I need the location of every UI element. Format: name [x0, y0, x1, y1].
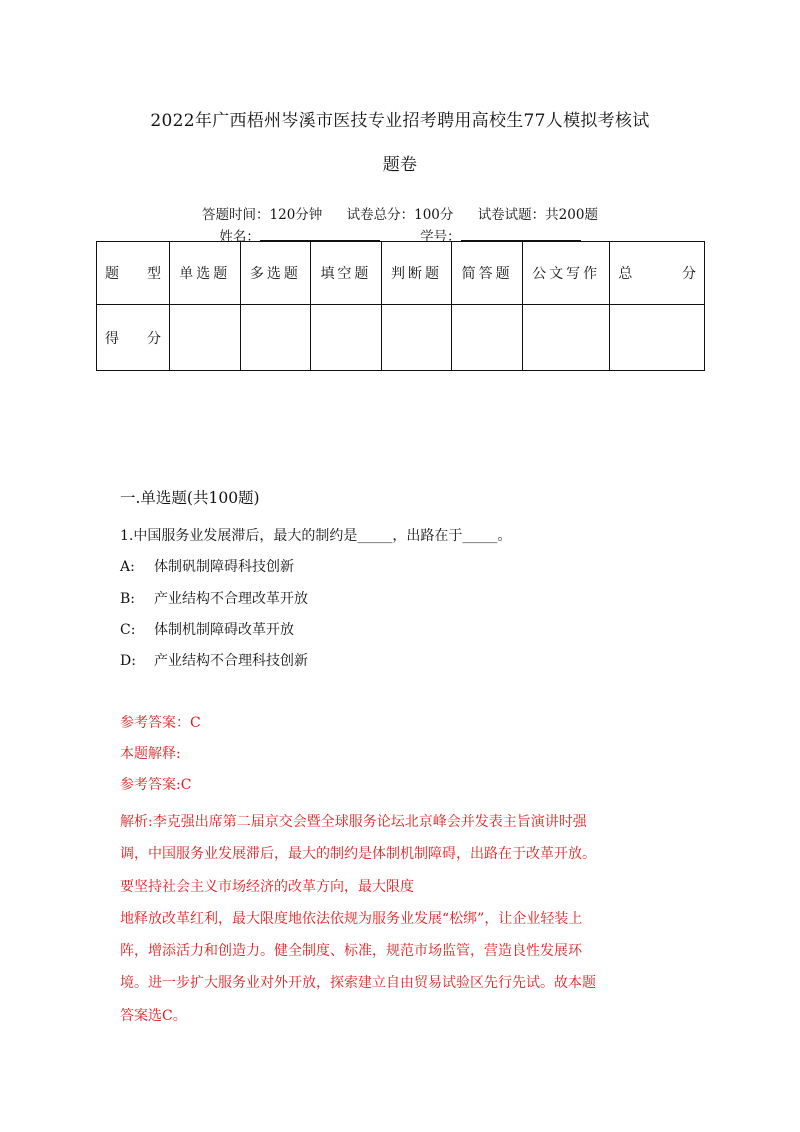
explanation-line: 地释放改革红利，最大限度地依法依规为服务业发展“松绑”，让企业轻装上: [120, 910, 583, 927]
option-d[interactable]: [120, 651, 308, 671]
option-letter: B:: [120, 591, 136, 607]
col-document-writing: 公文写作: [522, 242, 609, 305]
score-table: [96, 241, 705, 371]
explanation-text: [120, 806, 690, 1032]
option-letter: D:: [120, 653, 136, 669]
col-true-false: 判断题: [381, 242, 452, 305]
score-table-score-row: [97, 305, 705, 371]
score-cell-multiple-choice[interactable]: [240, 305, 311, 371]
name-blank[interactable]: [260, 228, 380, 241]
col-total: 总 分: [610, 242, 705, 305]
id-blank[interactable]: [461, 228, 581, 241]
total-score: 试卷总分：100分: [346, 207, 454, 223]
explanation-line: 阵，增添活力和创造力。健全制度、标准，规范市场监管，营造良性发展环: [120, 943, 582, 960]
exam-time: 答题时间：120分钟: [202, 207, 323, 223]
score-cell-single-choice[interactable]: [170, 305, 241, 371]
col-fill-in: 填空题: [311, 242, 382, 305]
question-stem: 1.中国服务业发展滞后，最大的制约是_____，出路在于_____。: [120, 528, 512, 544]
explanation-line: 要坚持社会主义市场经济的改革方向，最大限度: [120, 878, 414, 895]
col-single-choice: 单选题: [170, 242, 241, 305]
explanation-line: 境。进一步扩大服务业对外开放，探索建立自由贸易试验区先行先试。故本题: [120, 975, 596, 992]
page-title: 2022年广西梧州岑溪市医技专业招考聘用高校生77人模拟考核试: [150, 111, 650, 131]
name-label: 姓名：: [219, 229, 260, 245]
score-cell-true-false[interactable]: [381, 305, 452, 371]
answer-line: 参考答案：C: [120, 715, 201, 731]
total-questions: 试卷试题：共200题: [477, 207, 598, 223]
answer-line-2: 参考答案:C: [120, 777, 192, 793]
explanation-line: 答案选C。: [120, 1007, 187, 1024]
score-cell-total[interactable]: [610, 305, 705, 371]
option-text: 体制机制障碍改革开放: [154, 622, 294, 638]
section-heading: 一.单选题(共100题): [120, 489, 260, 507]
explanation-line: 解析:李克强出席第二届京交会暨全球服务论坛北京峰会并发表主旨演讲时强: [120, 814, 587, 830]
option-a[interactable]: [120, 557, 294, 577]
col-multiple-choice: 多选题: [240, 242, 311, 305]
row-label-question-type: 题 型: [97, 242, 170, 305]
score-cell-fill-in[interactable]: [311, 305, 382, 371]
option-letter: A:: [120, 559, 135, 575]
score-cell-short-answer[interactable]: [452, 305, 523, 371]
page-title-continued: 题卷: [382, 155, 418, 175]
score-table-header-row: [97, 242, 705, 305]
exam-info: [0, 203, 800, 223]
option-c[interactable]: [120, 620, 294, 640]
option-text: 产业结构不合理改革开放: [154, 591, 308, 607]
option-letter: C:: [120, 622, 136, 638]
option-text: 产业结构不合理科技创新: [154, 653, 308, 669]
explanation-label: 本题解释:: [120, 746, 181, 762]
explanation-line: 调，中国服务业发展滞后，最大的制约是体制机制障碍，出路在于改革开放。: [120, 846, 596, 863]
option-b[interactable]: [120, 589, 308, 609]
id-label: 学号：: [420, 229, 461, 245]
score-cell-document-writing[interactable]: [522, 305, 609, 371]
col-short-answer: 简答题: [452, 242, 523, 305]
row-label-score: 得 分: [97, 305, 170, 371]
option-text: 体制矾制障碍科技创新: [154, 559, 294, 575]
